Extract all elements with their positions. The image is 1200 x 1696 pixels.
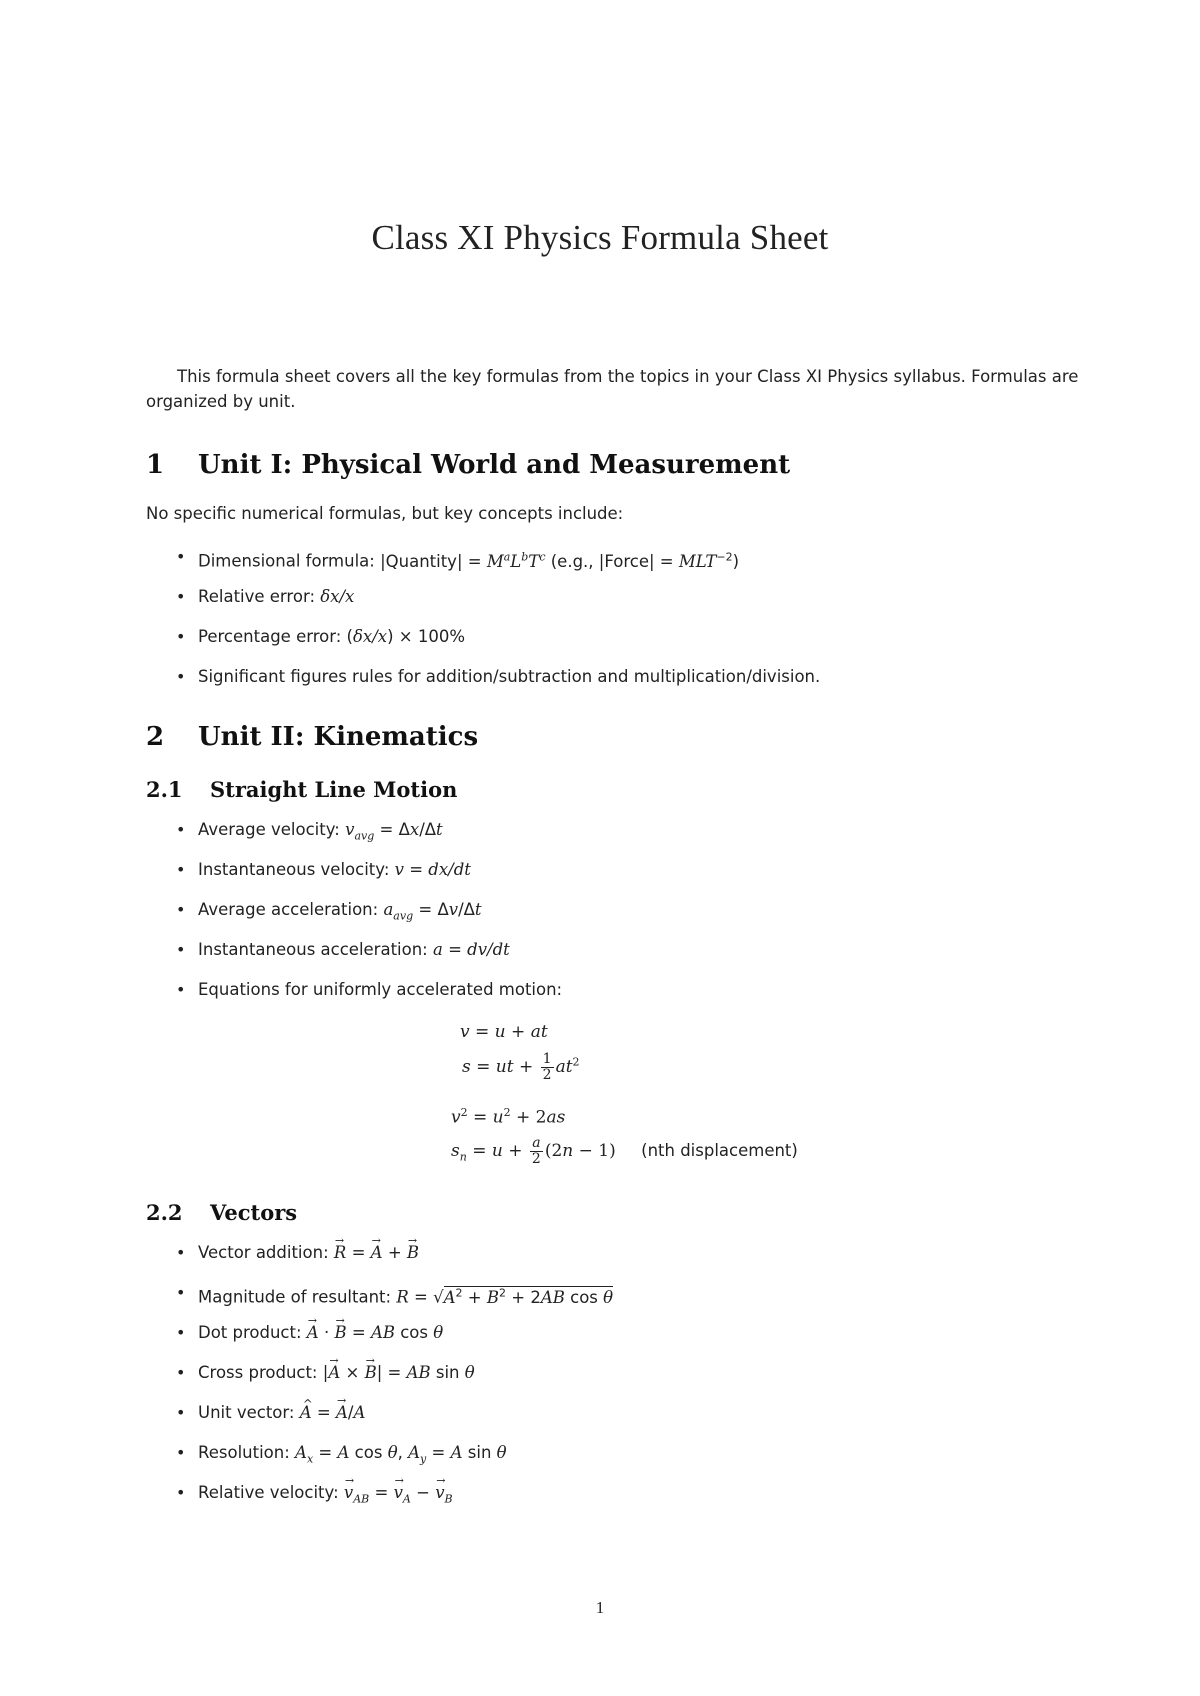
formula: |Quantity| = $M^aL^bT^c$ (e.g., |Force| = $MLT^{-2}$) [380, 550, 740, 571]
formula: R → = A → + B → [334, 1243, 419, 1262]
section-2-1-heading [146, 777, 457, 802]
formula: A ^ = A →/A [300, 1403, 366, 1422]
equation-first: v = u + at [460, 1022, 548, 1042]
unit2-heading [146, 722, 478, 752]
formula: $R = √A^2 + B^2 + 2AB$ cos θ [396, 1286, 614, 1307]
list-item-label: Dot product: [198, 1323, 302, 1342]
section-2-2-title: Vectors [210, 1200, 298, 1225]
list-item-label: Cross product: [198, 1363, 318, 1382]
list-item [176, 898, 1076, 938]
list-item-label: Average velocity: [198, 820, 340, 839]
formula: v = dx/dt [394, 860, 471, 879]
list-item-label: Significant figures rules for addition/subtraction and multiplication/division. [198, 667, 821, 686]
list-item-label: Dimensional formula: [198, 551, 375, 571]
nth-displacement-note: (nth displacement) [641, 1141, 798, 1160]
list-item [176, 938, 1076, 978]
formula: A → · B → = AB cos θ [307, 1323, 443, 1342]
list-item-label: Unit vector: [198, 1403, 295, 1422]
document-title: Class XI Physics Formula Sheet [371, 218, 829, 257]
section-2-1-list [176, 818, 1076, 1018]
list-item [176, 1441, 1076, 1481]
intro-paragraph: This formula sheet covers all the key formulas from the topics in your Class XI Physics syllabus. Formulas are organized by unit. [146, 367, 1079, 411]
section-2-1-number: 2.1 [146, 777, 183, 802]
list-item [176, 978, 1076, 1018]
list-item [176, 585, 1076, 625]
formula: $a_{avg} = \Delta v/\Delta t$ [383, 900, 482, 923]
equation-third: $v^2 = u^2 + 2as$ [451, 1106, 566, 1128]
formula: |A → × B →| = AB sin θ [323, 1363, 475, 1382]
list-item-label: Instantaneous acceleration: [198, 940, 428, 959]
equation-nth-displacement: $s_n = u$ + $\frac{a}{2}$ (2n − 1) (nth displacement) [451, 1135, 798, 1167]
list-item [176, 858, 1076, 898]
unit1-title: Unit I: Physical World and Measurement [198, 450, 791, 480]
list-item [176, 818, 1076, 858]
unit1-heading [146, 450, 790, 480]
formula: $A_x = A$ cos θ, $A_y = A$ sin θ [295, 1443, 507, 1466]
formula: (δx/x) × 100% [346, 627, 466, 646]
equation-second: s = ut + $\frac{1}{2}$ $at^2$ [462, 1051, 580, 1083]
unit1-lead: No specific numerical formulas, but key concepts include: [146, 504, 624, 523]
list-item-label: Percentage error: [198, 627, 342, 646]
list-item-label: Instantaneous velocity: [198, 860, 390, 879]
section-2-1-title: Straight Line Motion [210, 777, 458, 802]
unit1-number: 1 [146, 450, 165, 480]
unit2-number: 2 [146, 722, 165, 752]
list-item-label: Vector addition: [198, 1243, 329, 1262]
list-item [176, 1241, 1076, 1281]
list-item [176, 625, 1076, 665]
list-item-label: Relative velocity: [198, 1483, 339, 1502]
formula: $v \to_{AB} = v \to_A - v \to_B$ [344, 1483, 453, 1502]
list-item [176, 1321, 1076, 1361]
list-item-label: Average acceleration: [198, 900, 379, 919]
list-item-label: Magnitude of resultant: [198, 1287, 392, 1307]
section-2-2-number: 2.2 [146, 1200, 183, 1225]
unit1-list [176, 545, 1076, 705]
list-item [176, 1401, 1076, 1441]
unit2-title: Unit II: Kinematics [198, 722, 479, 752]
list-item-label: Relative error: [198, 587, 315, 606]
section-2-2-heading [146, 1200, 297, 1225]
list-item-label: Resolution: [198, 1443, 290, 1462]
list-item [176, 545, 1076, 585]
formula: $v_{avg} = \Delta x/\Delta t$ [345, 820, 443, 843]
section-2-2-list [176, 1241, 1076, 1521]
page-number: 1 [595, 1598, 605, 1617]
formula: a = dv/dt [433, 940, 510, 959]
list-item [176, 665, 1076, 705]
formula: δx/x [320, 587, 355, 606]
list-item-label: Equations for uniformly accelerated motion: [198, 980, 563, 999]
list-item [176, 1481, 1076, 1521]
